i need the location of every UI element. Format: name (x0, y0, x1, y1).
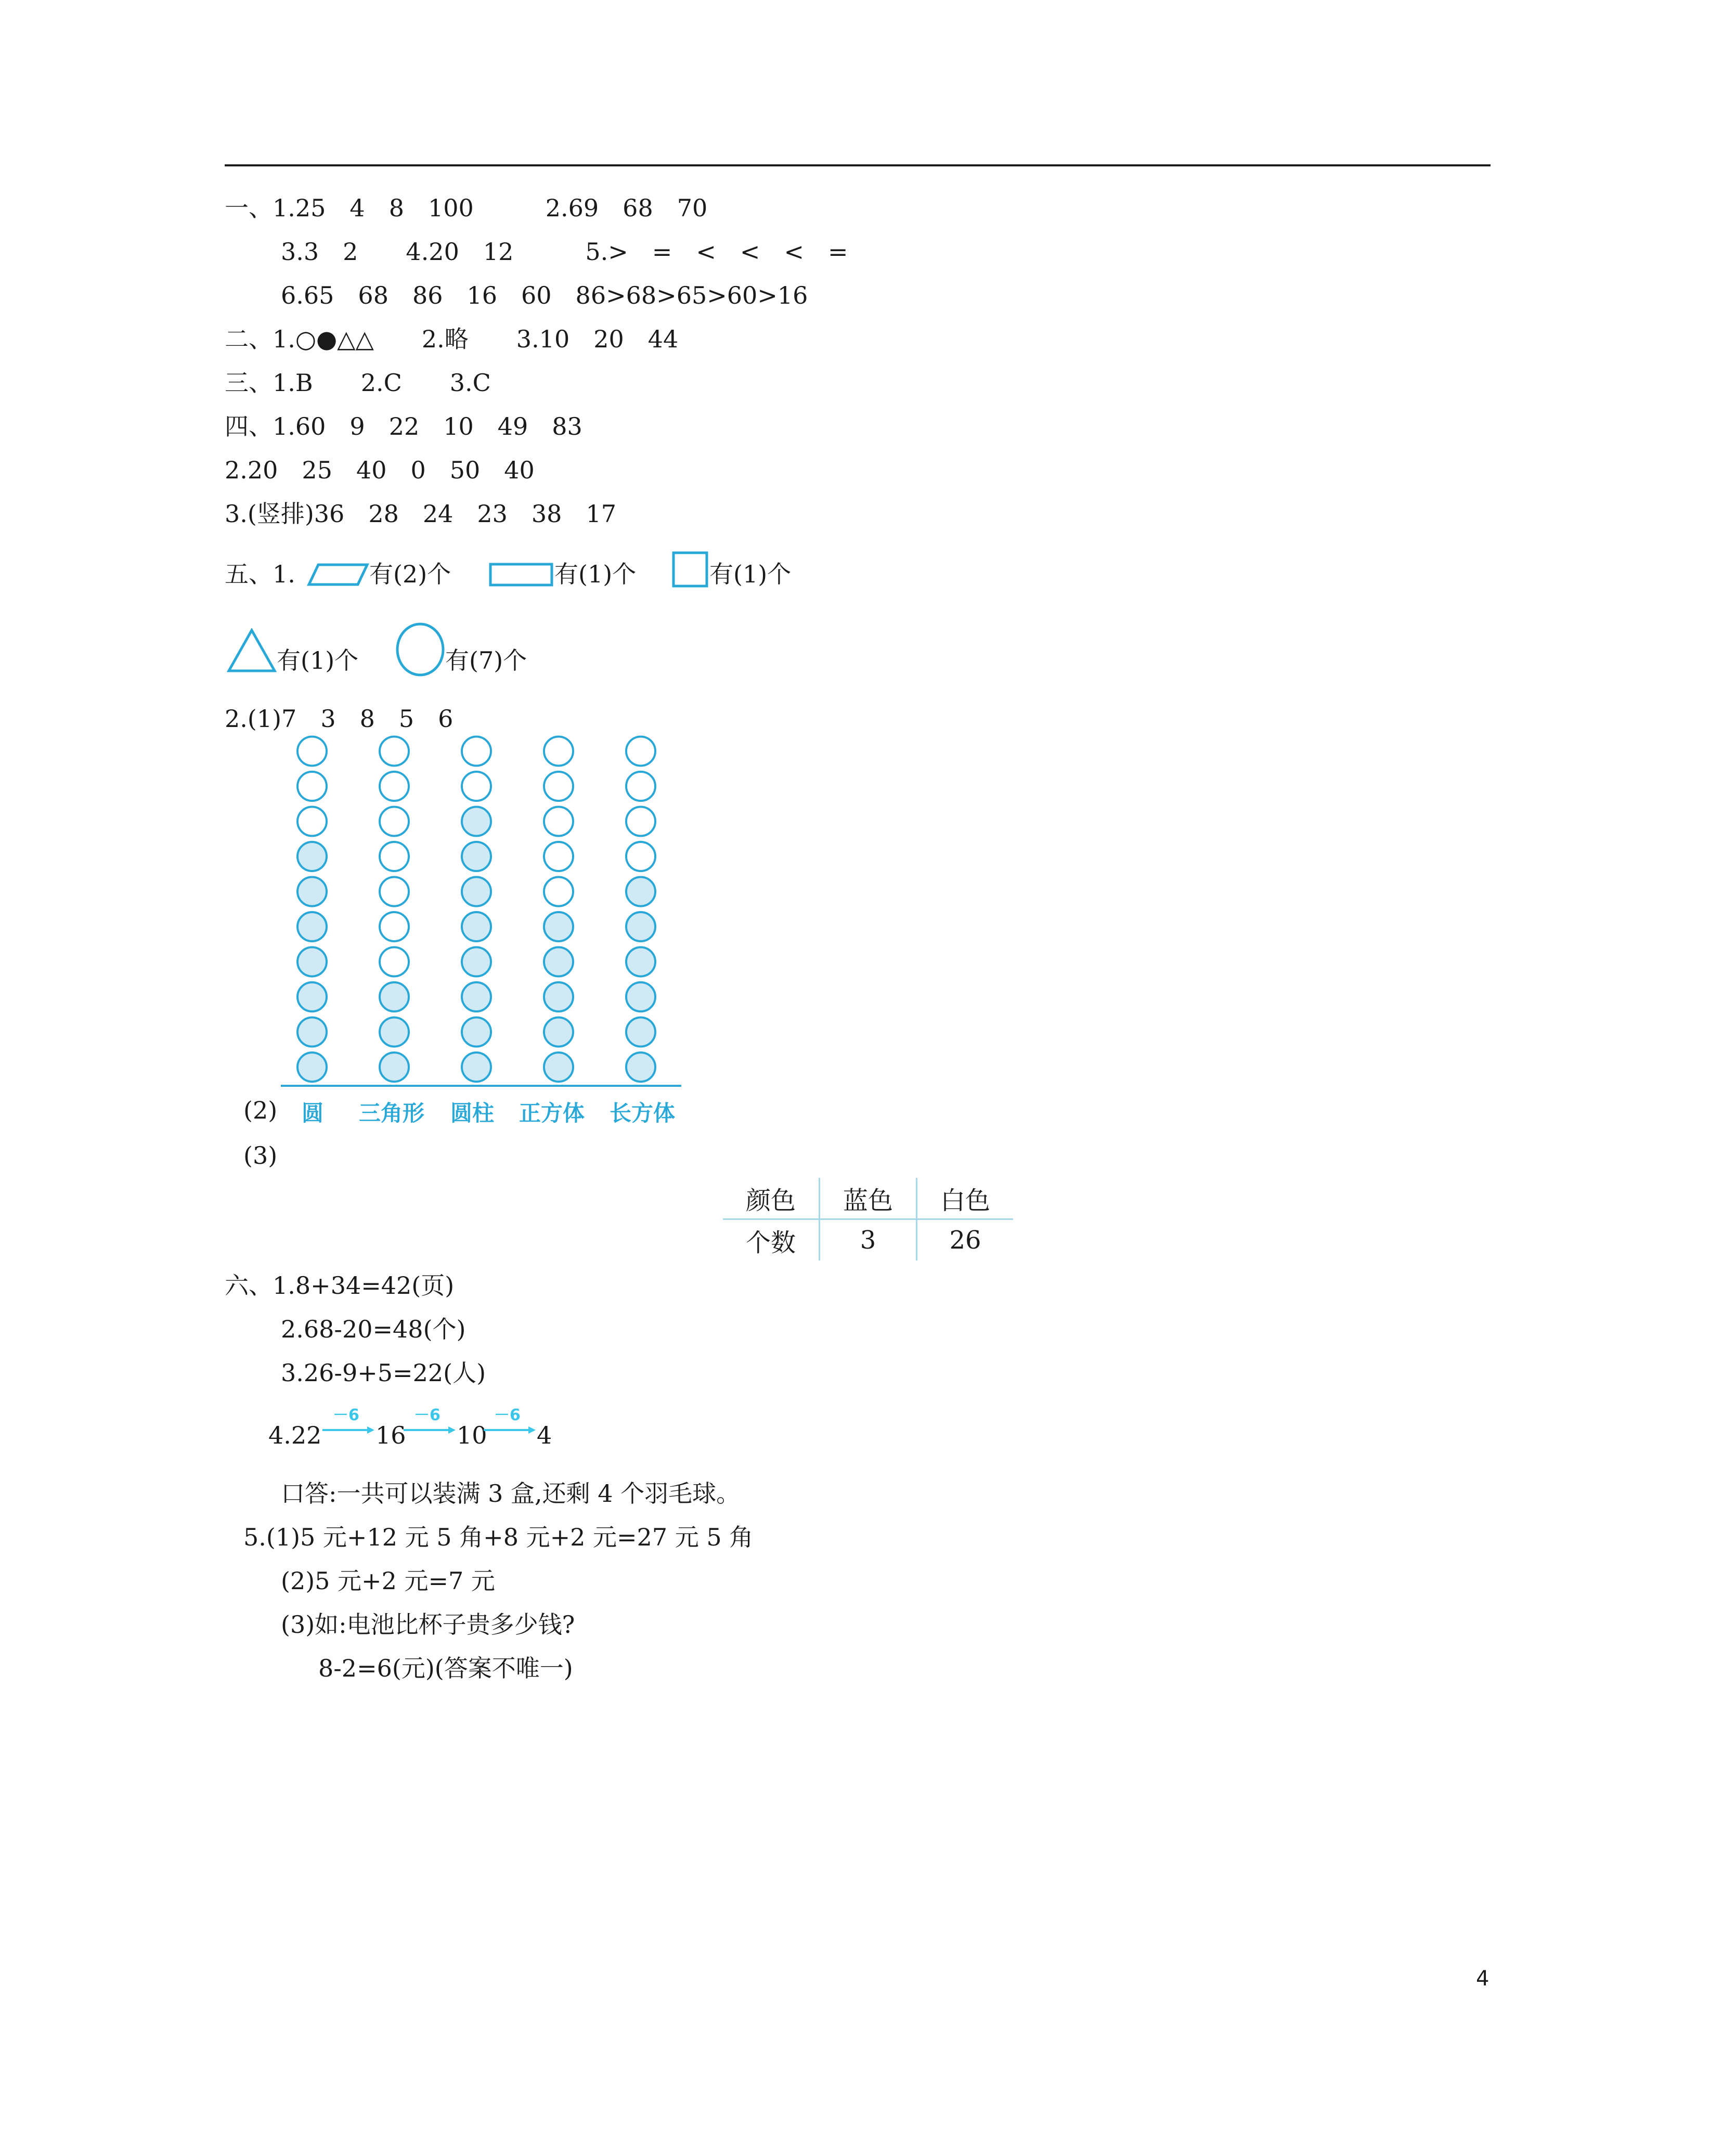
filled-count-circle (297, 1053, 327, 1082)
page-number: 4 (1476, 1967, 1489, 1991)
empty-count-circle (380, 877, 409, 906)
empty-count-circle (297, 737, 327, 766)
parallelogram-icon (307, 563, 369, 587)
chart-category-label: 正方体 (519, 1100, 585, 1126)
filled-count-circle (544, 912, 573, 941)
sequence-value: 10 (457, 1421, 487, 1449)
empty-count-circle (297, 807, 327, 836)
answer-line-1-1: 一、1.25 4 8 100 2.69 68 70 (225, 194, 708, 222)
empty-count-circle (462, 737, 491, 766)
rectangle-count: 有(1)个 (554, 560, 637, 588)
filled-count-circle (544, 1018, 573, 1047)
empty-count-circle (297, 772, 327, 801)
filled-count-circle (462, 877, 491, 906)
filled-count-circle (544, 947, 573, 977)
filled-count-circle (297, 912, 327, 941)
header-rule (225, 164, 1491, 166)
sequence-value: 4 (537, 1421, 552, 1449)
empty-count-circle (380, 842, 409, 871)
filled-count-circle (297, 947, 327, 977)
answer-line-1-2: 3.3 2 4.20 12 5.> = < < < = (281, 238, 848, 266)
filled-count-circle (462, 947, 491, 977)
answer-line-3-1: 三、1.B 2.C 3.C (225, 369, 491, 397)
filled-count-circle (380, 1018, 409, 1047)
filled-count-circle (297, 1018, 327, 1047)
answer-line-5-head: 五、1. (225, 560, 295, 588)
filled-count-circle (380, 1053, 409, 1082)
answer-line-2-1: 二、1.○●△△ 2.略 3.10 20 44 (225, 325, 679, 353)
table-cell: 个数 (746, 1228, 796, 1257)
empty-count-circle (544, 772, 573, 801)
filled-count-circle (626, 982, 655, 1011)
pictograph-chart (281, 728, 697, 1092)
filled-count-circle (462, 982, 491, 1011)
filled-count-circle (462, 842, 491, 871)
answer-line-4-2: 2.20 25 40 0 50 40 (225, 456, 535, 484)
answer-line-6-5-2: (2)5 元+2 元=7 元 (281, 1567, 495, 1595)
arrow-icon (483, 1425, 537, 1435)
table-cell: 3 (820, 1219, 917, 1261)
empty-count-circle (626, 807, 655, 836)
sequence-value: 16 (375, 1421, 406, 1449)
empty-count-circle (544, 807, 573, 836)
filled-count-circle (297, 842, 327, 871)
empty-count-circle (380, 772, 409, 801)
answer-line-1-3: 6.65 68 86 16 60 86>68>65>60>16 (281, 281, 808, 309)
empty-count-circle (626, 737, 655, 766)
square-count: 有(1)个 (709, 560, 792, 588)
arrow-step-label: －6 (494, 1406, 521, 1424)
filled-count-circle (462, 1053, 491, 1082)
filled-count-circle (297, 877, 327, 906)
empty-count-circle (380, 912, 409, 941)
empty-count-circle (380, 737, 409, 766)
answer-line-5-2-2: (2) (243, 1096, 278, 1124)
chart-category-label: 三角形 (359, 1100, 425, 1126)
arrow-step-label: －6 (414, 1406, 441, 1424)
filled-count-circle (626, 877, 655, 906)
answer-line-6-5-3: (3)如:电池比杯子贵多少钱? (281, 1610, 575, 1639)
empty-count-circle (380, 807, 409, 836)
filled-count-circle (626, 1053, 655, 1082)
answer-line-4-1: 四、1.60 9 22 10 49 83 (225, 412, 582, 440)
empty-count-circle (544, 842, 573, 871)
rectangle-icon (489, 563, 553, 587)
answer-line-5-2-3: (3) (243, 1141, 278, 1170)
arrow-icon (403, 1425, 457, 1435)
filled-count-circle (462, 807, 491, 836)
empty-count-circle (544, 877, 573, 906)
filled-count-circle (462, 912, 491, 941)
filled-count-circle (544, 1053, 573, 1082)
answer-line-5-2-1: 2.(1)7 3 8 5 6 (225, 705, 454, 733)
answer-line-6-5-4: 8-2=6(元)(答案不唯一) (318, 1654, 573, 1682)
square-icon (672, 551, 708, 588)
triangle-count: 有(1)个 (277, 646, 359, 674)
answer-line-4-3: 3.(竖排)36 28 24 23 38 17 (225, 500, 616, 528)
arrow-icon (321, 1425, 375, 1435)
filled-count-circle (380, 982, 409, 1011)
oral-answer: 口答:一共可以装满 3 盒,还剩 4 个羽毛球。 (281, 1479, 741, 1508)
filled-count-circle (626, 912, 655, 941)
answer-line-6-5-1: 5.(1)5 元+12 元 5 角+8 元+2 元=27 元 5 角 (243, 1523, 754, 1551)
chart-category-label: 圆 (302, 1100, 324, 1126)
filled-count-circle (544, 982, 573, 1011)
filled-count-circle (297, 982, 327, 1011)
color-count-table (723, 1178, 1013, 1261)
table-header: 颜色 (723, 1178, 820, 1219)
empty-count-circle (462, 772, 491, 801)
arrow-step-label: －6 (333, 1406, 359, 1424)
answer-line-6-3: 3.26-9+5=22(人) (281, 1359, 486, 1387)
parallelogram-count: 有(2)个 (369, 560, 451, 588)
empty-count-circle (544, 737, 573, 766)
answer-line-6-2: 2.68-20=48(个) (281, 1315, 466, 1343)
empty-count-circle (626, 772, 655, 801)
empty-count-circle (626, 842, 655, 871)
table-header: 蓝色 (820, 1178, 917, 1219)
table-cell: 26 (917, 1219, 1014, 1261)
chart-category-label: 长方体 (610, 1100, 676, 1126)
answer-line-6-1: 六、1.8+34=42(页) (225, 1271, 455, 1300)
table-header: 白色 (917, 1178, 1014, 1219)
sequence-start: 4.22 (268, 1421, 322, 1449)
chart-category-label: 圆柱 (450, 1100, 495, 1126)
circle-count: 有(7)个 (445, 646, 527, 674)
filled-count-circle (462, 1018, 491, 1047)
triangle-icon (227, 628, 277, 673)
filled-count-circle (626, 947, 655, 977)
empty-count-circle (380, 947, 409, 977)
filled-count-circle (626, 1018, 655, 1047)
circle-icon (395, 622, 445, 677)
